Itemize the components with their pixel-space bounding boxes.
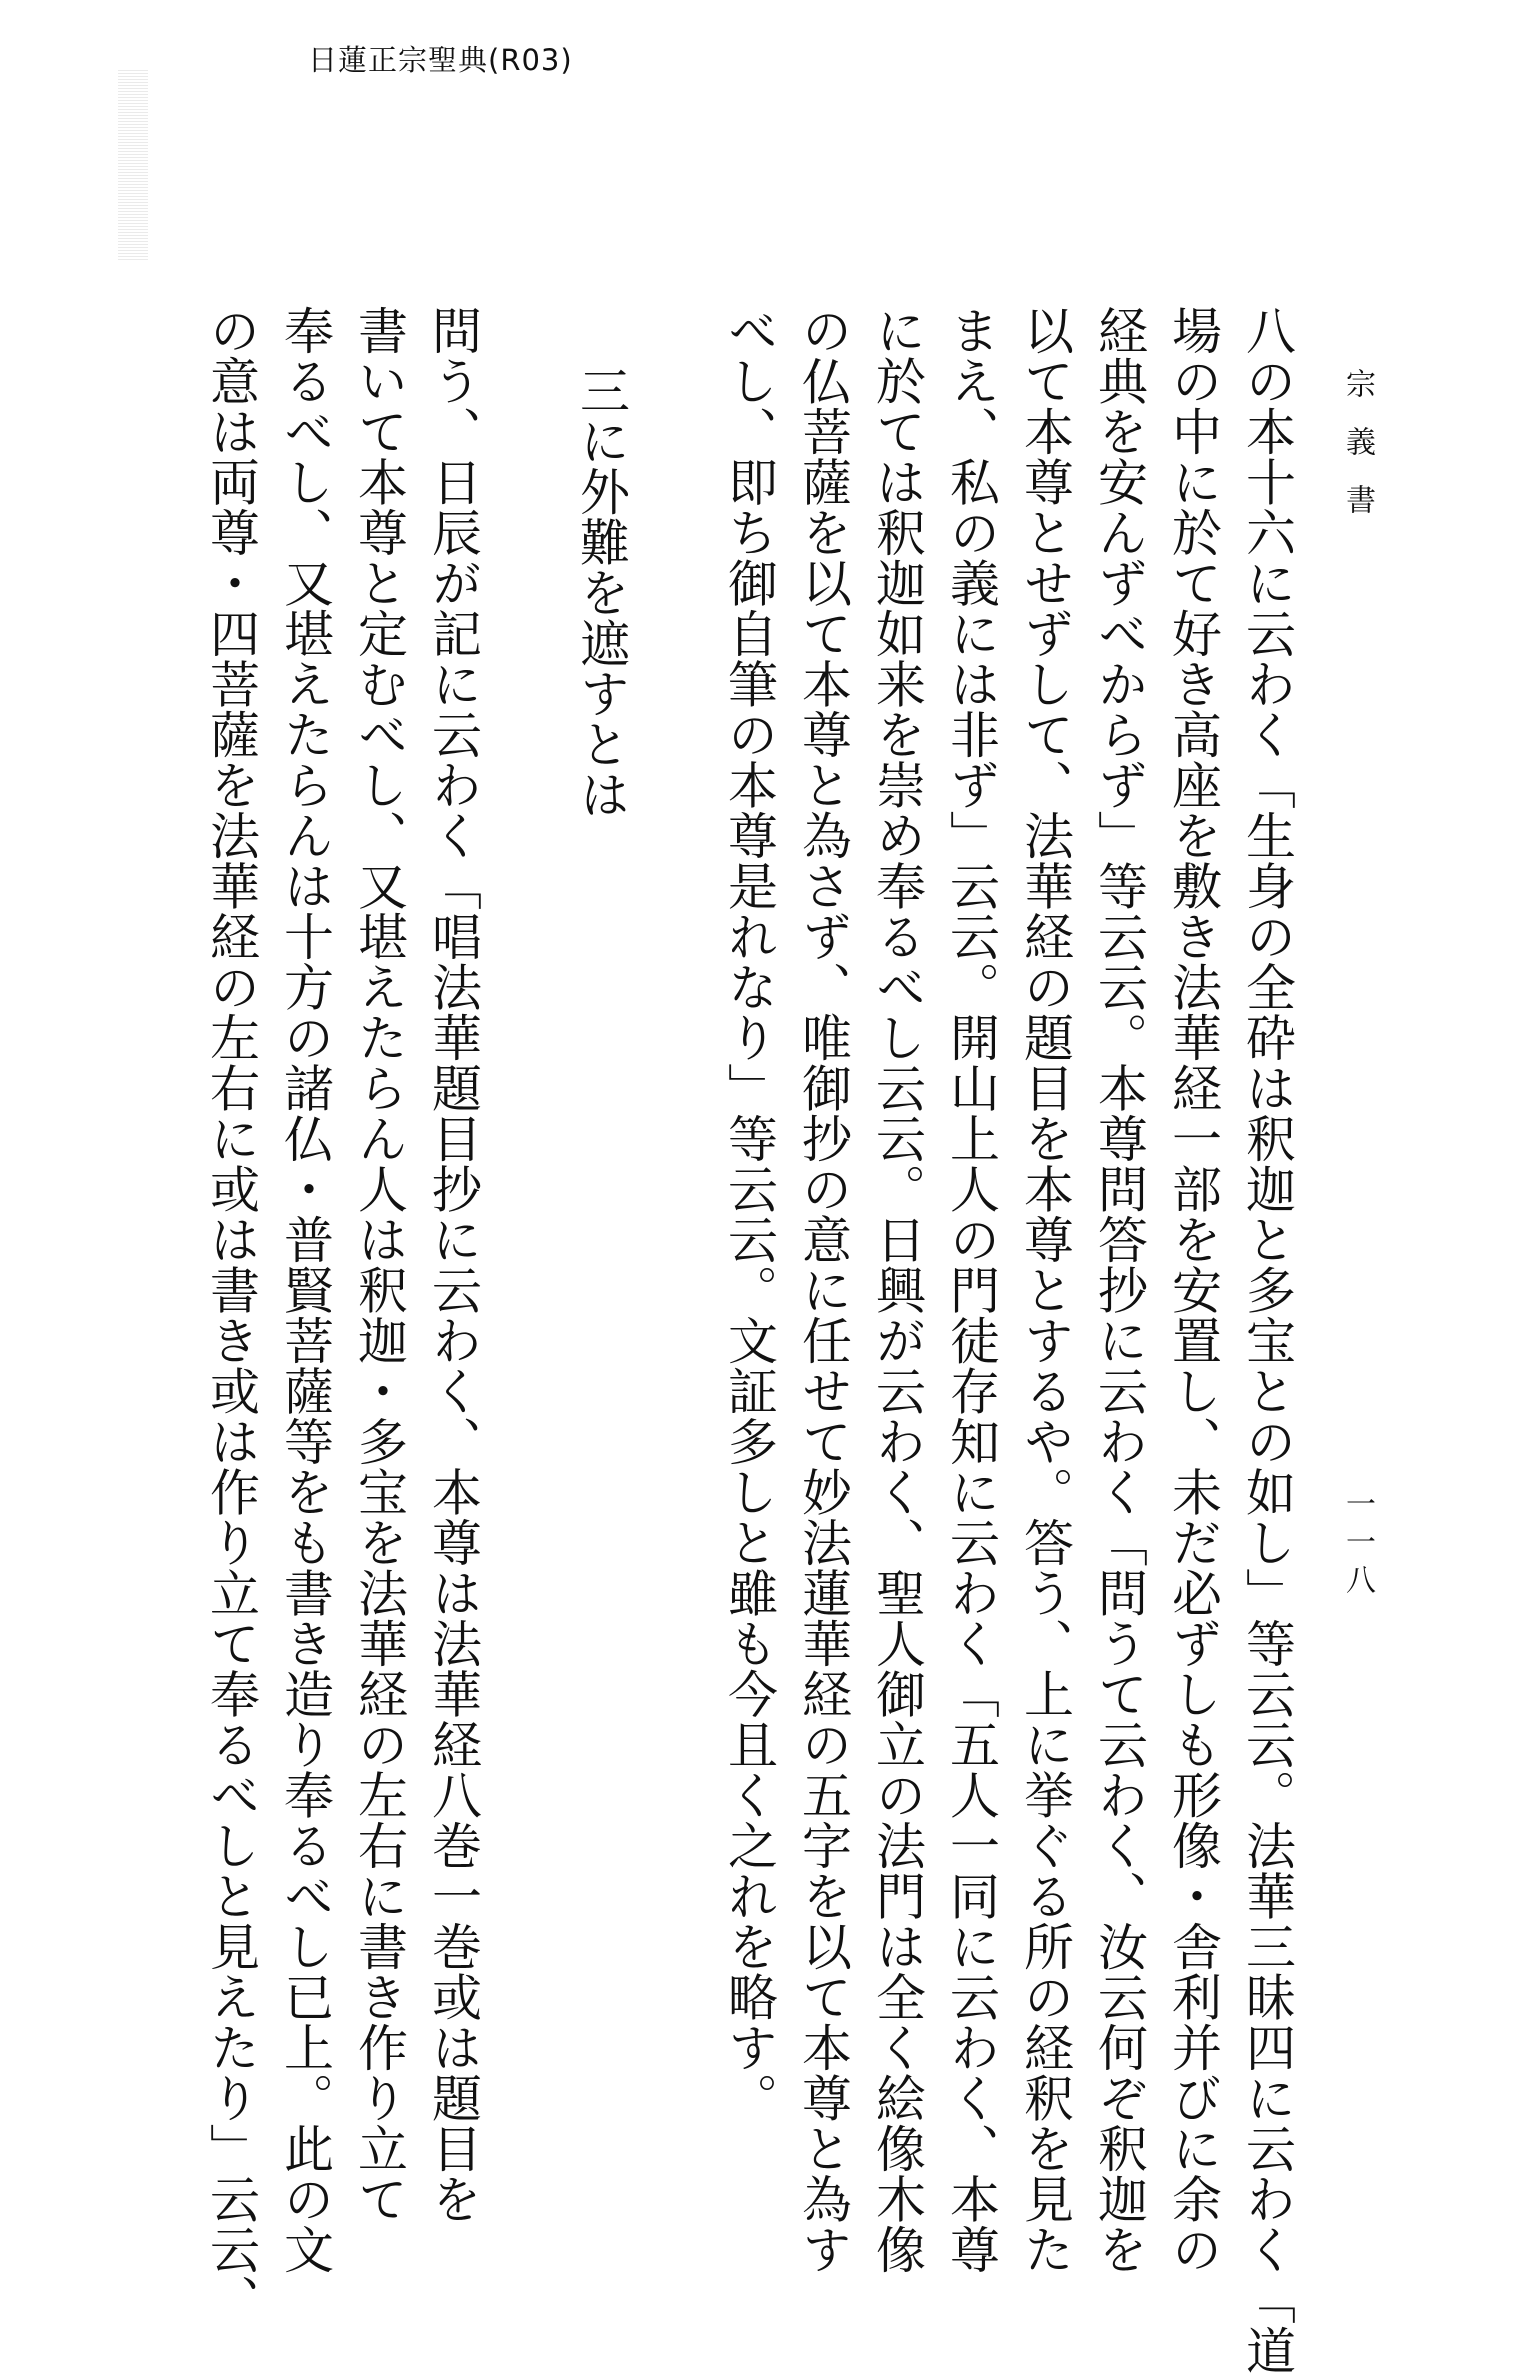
page-header <box>308 38 573 79</box>
text-line: 書いて本尊と定むべし、又堪えたらん人は釈迦・多宝を法華経の左右に書き作り立て <box>350 305 408 2224</box>
book-title: 日蓮正宗聖典(R03) <box>308 43 573 77</box>
text-line: 経典を安んずべからず」等云云。本尊問答抄に云わく「問うて云わく、汝云何ぞ釈迦を <box>1090 305 1148 2275</box>
text-line: 場の中に於て好き高座を敷き法華経一部を安置し、未だ必ずしも形像・舎利并びに余の <box>1164 305 1222 2275</box>
text-line: 問う、日辰が記に云わく「唱法華題目抄に云わく、本尊は法華経八巻一巻或は題目を <box>424 305 482 2224</box>
text-line: の仏菩薩を以て本尊と為さず、唯御抄の意に任せて妙法蓮華経の五字を以て本尊と為す <box>794 305 852 2275</box>
running-title: 宗義書 <box>1340 368 1375 542</box>
text-line: まえ、私の義には非ず」云云。開山上人の門徒存知に云わく「五人一同に云わく、本尊 <box>942 305 1000 2275</box>
text-line: 以て本尊とせずして、法華経の題目を本尊とするや。答う、上に挙ぐる所の経釈を見た <box>1016 305 1074 2275</box>
scan-edge-artifact <box>118 70 148 260</box>
page-number: 一一八 <box>1340 1488 1375 1602</box>
text-line: の意は両尊・四菩薩を法華経の左右に或は書き或は作り立て奉るべしと見えたり」云云、 <box>202 305 260 2325</box>
text-line: べし、即ち御自筆の本尊是れなり」等云云。文証多しと雖も今且く之れを略す。 <box>720 305 778 2123</box>
text-line: 八の本十六に云わく「生身の全砕は釈迦と多宝との如し」等云云。法華三昧四に云わく「道 <box>1238 305 1296 2376</box>
section-heading: 三に外難を遮すとは <box>572 365 630 820</box>
text-line: に於ては釈迦如来を崇め奉るべし云云。日興が云わく、聖人御立の法門は全く絵像木像 <box>868 305 926 2275</box>
body-text <box>194 305 1304 2376</box>
text-line: 奉るべし、又堪えたらんは十方の諸仏・普賢菩薩等をも書き造り奉るべし已上。此の文 <box>276 305 334 2275</box>
